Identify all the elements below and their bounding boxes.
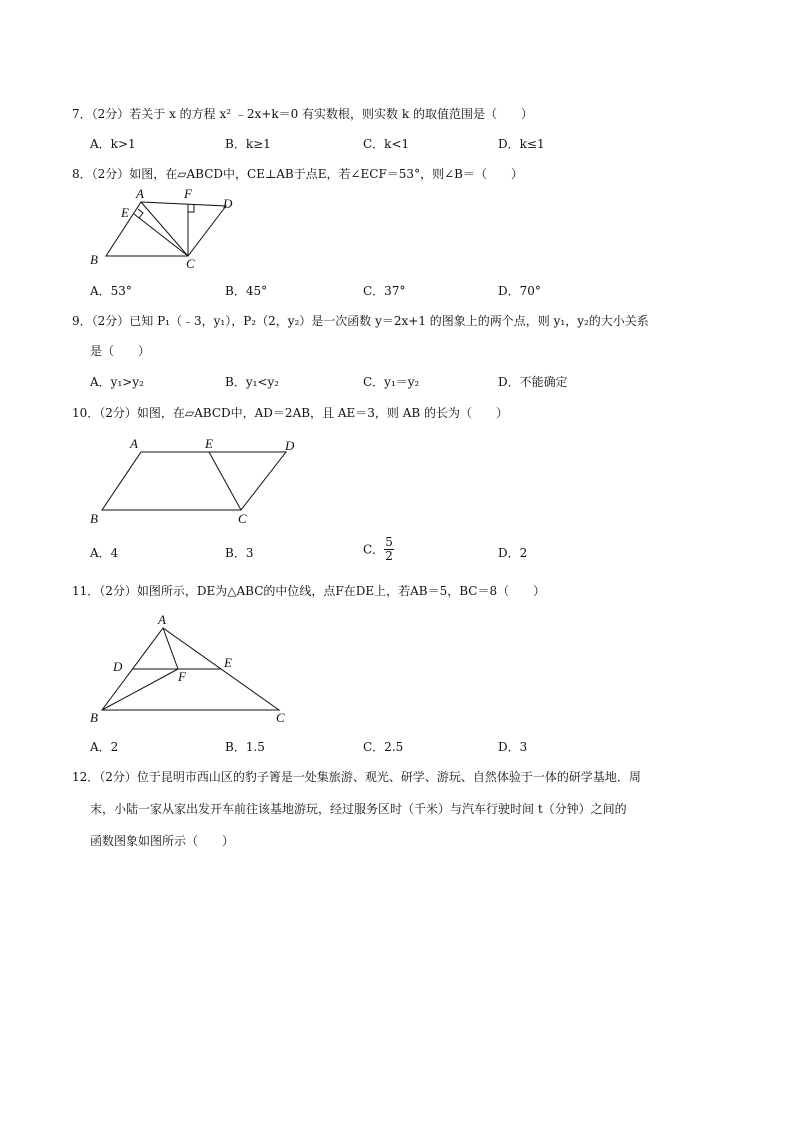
q10-label-d: D: [285, 438, 295, 453]
q11-option-b: B．1.5: [225, 740, 265, 754]
q9-stem-line2: 是（ ）: [90, 344, 151, 358]
q7-option-c: C．k<1: [363, 137, 410, 151]
q11-option-d: D．3: [498, 740, 528, 754]
q8-segment-ca: [141, 202, 188, 256]
q10-option-d: D．2: [498, 546, 528, 560]
q10-label-a: A: [130, 436, 138, 451]
q8-option-a: A．53°: [90, 284, 132, 298]
q11-label-d: D: [113, 659, 123, 674]
q12-stem-line1: 12．（2分）位于昆明市西山区的豹子箐是一处集旅游、观光、研学、游玩、自然体验于一体的研学基地．周: [72, 770, 641, 784]
q10-label-e: E: [205, 436, 213, 451]
q8-label-c: C: [186, 256, 195, 271]
q7-stem: 7．（2分）若关于 x 的方程 x² ﹣2x+k＝0 有实数根，则实数 k 的取值范围是（ ）: [72, 107, 533, 121]
q11-label-e: E: [224, 655, 232, 670]
q8-option-c: C．37°: [363, 284, 406, 298]
q8-option-d: D．70°: [498, 284, 541, 298]
q11-label-f: F: [178, 669, 186, 684]
q11-triangle-figure: [84, 610, 294, 728]
q8-segment-ce: [134, 214, 188, 256]
q10-label-c: C: [238, 511, 247, 526]
q8-parallelogram-figure: [80, 188, 250, 276]
q10-option-c-numerator: 5: [385, 535, 393, 549]
q9-option-d: D．不能确定: [498, 375, 568, 389]
q9-option-c: C．y₁＝y₂: [363, 375, 420, 389]
q8-label-d: D: [223, 196, 233, 211]
q8-right-angle-e: [138, 209, 143, 218]
q8-label-e: E: [121, 205, 129, 220]
q11-option-c: C．2.5: [363, 740, 404, 754]
q10-option-c-denominator: 2: [385, 549, 393, 563]
q11-stem: 11．（2分）如图所示，DE为△ABC的中位线，点F在DE上，若AB＝5，BC＝8（ ）: [72, 584, 546, 598]
q10-option-a: A．4: [90, 546, 119, 560]
q11-option-a: A．2: [90, 740, 119, 754]
q8-right-angle-f: [188, 205, 194, 212]
q11-label-a: A: [158, 612, 166, 627]
q9-option-b: B．y₁<y₂: [225, 375, 280, 389]
q10-option-c-fraction: [384, 536, 394, 563]
q12-stem-line3: 函数图象如图所示（ ）: [90, 834, 235, 848]
q10-parallelogram-figure: [84, 432, 304, 532]
q9-stem-line1: 9．（2分）已知 P₁（﹣3，y₁），P₂（2，y₂）是一次函数 y＝2x+1 的图象上的两个点，则 y₁，y₂的大小关系: [72, 314, 649, 328]
q7-option-a: A．k>1: [90, 137, 136, 151]
q7-option-d: D．k≤1: [498, 137, 545, 151]
q7-option-b: B．k≥1: [225, 137, 271, 151]
q10-parallelogram: [102, 452, 286, 510]
q11-segment-af: [163, 628, 178, 669]
q11-label-c: C: [276, 710, 285, 725]
q11-segment-bf: [102, 669, 178, 710]
q10-label-b: B: [90, 511, 98, 526]
q8-stem: 8．（2分）如图，在▱ABCD中，CE⊥AB于点E，若∠ECF＝53°，则∠B＝（ ）: [72, 167, 523, 181]
q10-segment-ec: [209, 452, 241, 510]
q10-option-c: [363, 536, 394, 563]
q9-option-a: A．y₁>y₂: [90, 375, 144, 389]
q8-label-a: A: [136, 188, 144, 201]
q12-stem-line2: 末，小陆一家从家出发开车前往该基地游玩，经过服务区时（千米）与汽车行驶时间 t（分钟）之间的: [90, 802, 627, 816]
q8-label-b: B: [90, 252, 98, 267]
q11-label-b: B: [90, 710, 98, 725]
q10-option-c-prefix: C．: [363, 542, 385, 557]
q8-label-f: F: [184, 188, 192, 201]
q10-option-b: B．3: [225, 546, 254, 560]
q8-option-b: B．45°: [225, 284, 268, 298]
q10-stem: 10．（2分）如图，在▱ABCD中，AD＝2AB，且 AE＝3，则 AB 的长为（ ）: [72, 406, 509, 420]
